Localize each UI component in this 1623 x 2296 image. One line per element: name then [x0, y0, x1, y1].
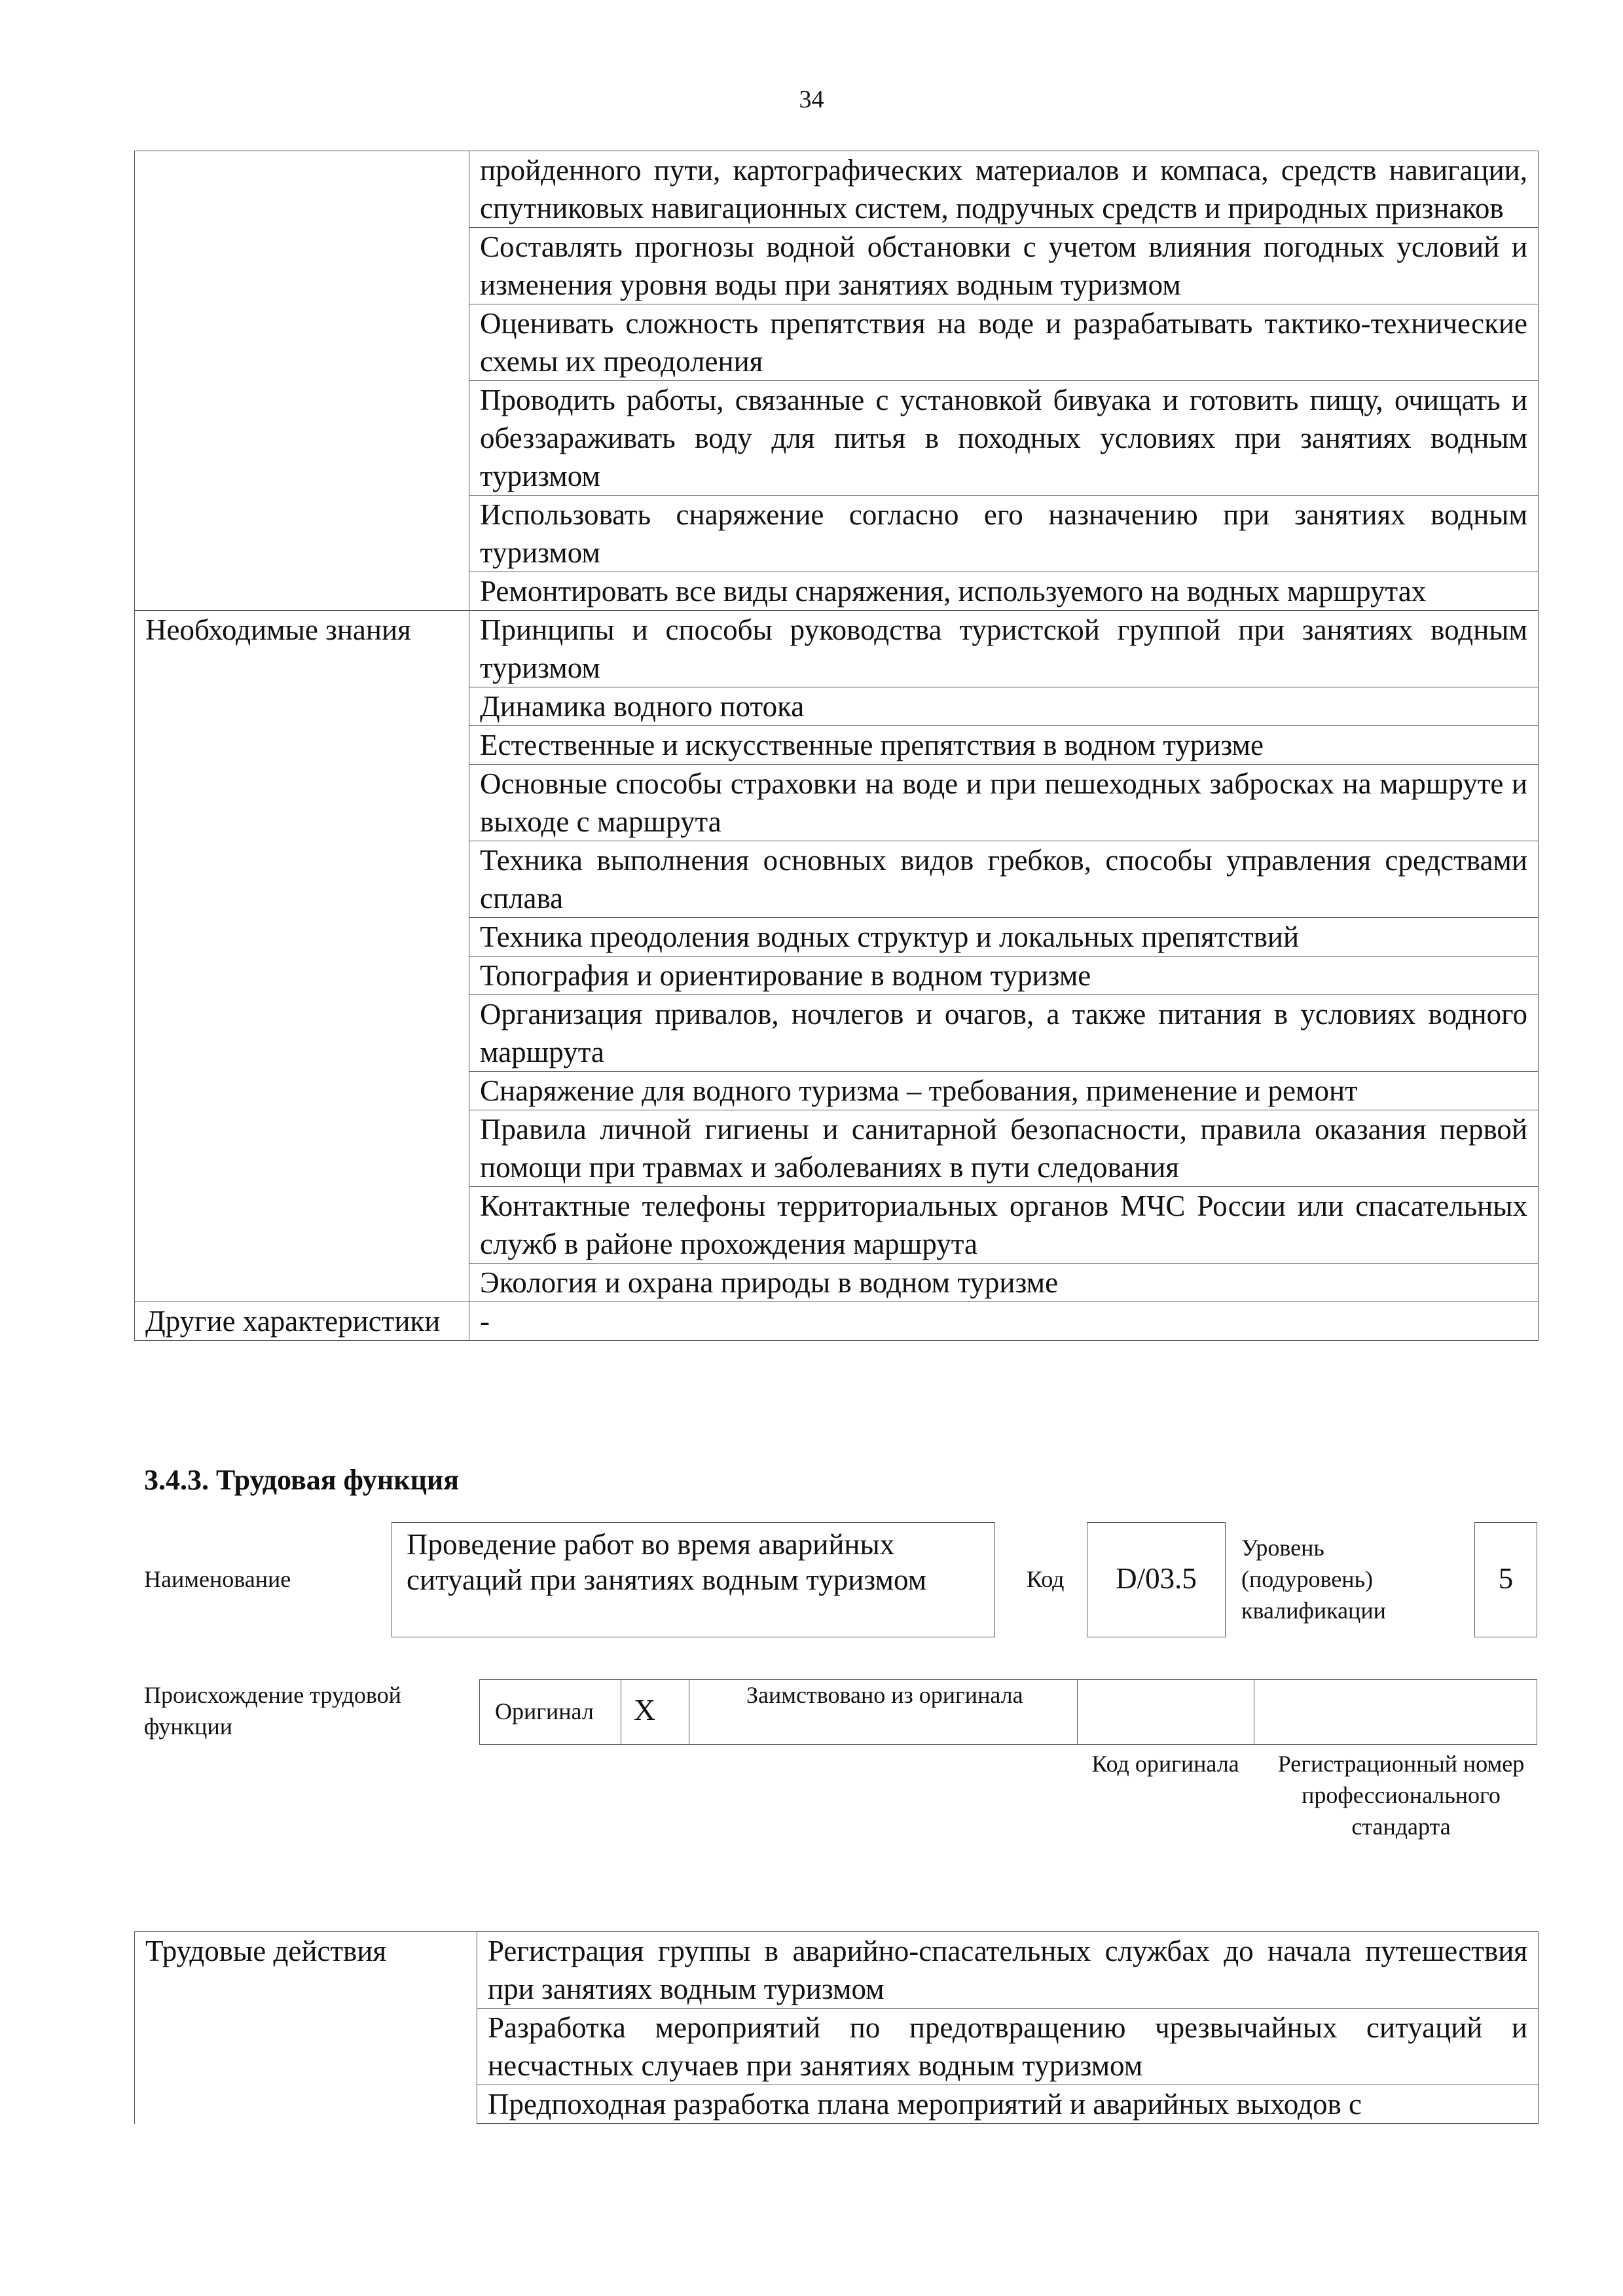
row-label [135, 957, 469, 995]
row-text: Техника преодоления водных структур и локальных препятствий [469, 918, 1539, 957]
level-box [1474, 1522, 1537, 1637]
table-row [135, 841, 1539, 918]
function-name-box [392, 1522, 995, 1637]
row-text: Контактные телефоны территориальных органов МЧС России или спасательных служб в районе прохождения маршрута [469, 1187, 1539, 1264]
row-label: Необходимые знания [135, 611, 469, 687]
row-text: Естественные и искусственные препятствия в водном туризме [469, 726, 1539, 765]
row-text: Оценивать сложность препятствия на воде и разрабатывать тактико-технические схемы их преодоления [469, 304, 1539, 381]
row-text: Проводить работы, связанные с установкой бивуака и готовить пищу, очищать и обеззараживать воду для питья в походных условиях при занятиях водным туризмом [469, 381, 1539, 496]
borrowed-label: Заимствовано из оригинала [746, 1682, 1023, 1708]
row-text: Топография и ориентирование в водном туризме [469, 957, 1539, 995]
table-row [135, 687, 1539, 726]
table-row [135, 726, 1539, 765]
origin-label: Происхождение трудовой функции [144, 1682, 401, 1740]
table-row [135, 151, 1539, 228]
row-text: Снаряжение для водного туризма – требования, применение и ремонт [469, 1072, 1539, 1110]
row-text: Принципы и способы руководства туристской группой при занятиях водным туризмом [469, 611, 1539, 687]
row-label [135, 841, 469, 918]
level-label: Уровень (подуровень) квалификации [1241, 1535, 1386, 1624]
row-text: Правила личной гигиены и санитарной безопасности, правила оказания первой помощи при травмах и заболеваниях в пути следования [469, 1110, 1539, 1187]
table-row [135, 765, 1539, 841]
row-label [135, 918, 469, 957]
row-label [135, 1072, 469, 1110]
row-text: Организация привалов, ночлегов и очагов, а также питания в условиях водного маршрута [469, 995, 1539, 1072]
row-label [135, 381, 469, 496]
row-label [135, 304, 469, 381]
table-row [135, 1302, 1539, 1341]
code-label: Код [1027, 1566, 1065, 1592]
table-row [135, 572, 1539, 611]
labor-actions-table [134, 1931, 1539, 2124]
table-row [135, 1932, 1539, 2009]
action-text: Разработка мероприятий по предотвращению чрезвычайных ситуаций и несчастных случаев при занятиях водным туризмом [477, 2009, 1539, 2085]
table-row [135, 1072, 1539, 1110]
code-value: D/03.5 [1116, 1562, 1197, 1595]
row-label [135, 995, 469, 1072]
table-row [135, 381, 1539, 496]
row-label: Другие характеристики [135, 1302, 469, 1341]
name-label: Наименование [144, 1566, 291, 1592]
table-row [135, 1110, 1539, 1187]
action-text: Предпоходная разработка плана мероприятий и аварийных выходов с [477, 2085, 1539, 2124]
function-name-value: Проведение работ во время аварийных ситуаций при занятиях водным туризмом [407, 1528, 927, 1596]
original-label: Оригинал [495, 1698, 594, 1724]
row-label [135, 687, 469, 726]
code-original-label: Код оригинала [1091, 1751, 1239, 1777]
skills-knowledge-table [134, 151, 1539, 1341]
row-label [135, 726, 469, 765]
row-label [135, 1264, 469, 1302]
row-text: - [469, 1302, 1539, 1341]
row-label [135, 1110, 469, 1187]
row-label [135, 765, 469, 841]
table-row [135, 304, 1539, 381]
row-label [135, 1187, 469, 1264]
code-box [1087, 1522, 1226, 1637]
row-label [135, 496, 469, 572]
row-label [135, 151, 469, 228]
row-text: Ремонтировать все виды снаряжения, используемого на водных маршрутах [469, 572, 1539, 611]
section-heading: 3.4.3. Трудовая функция [144, 1464, 460, 1496]
reg-number-label: Регистрационный номер профессионального стандарта [1277, 1751, 1525, 1840]
table-row [135, 957, 1539, 995]
action-text: Регистрация группы в аварийно-спасательных службах до начала путешествия при занятиях водным туризмом [477, 1932, 1539, 2009]
table-row [135, 1187, 1539, 1264]
table-row [135, 918, 1539, 957]
row-text: Техника выполнения основных видов гребков, способы управления средствами сплава [469, 841, 1539, 918]
table-row [135, 228, 1539, 304]
page-number: 34 [799, 86, 824, 113]
original-mark: X [634, 1693, 656, 1726]
row-text: Экология и охрана природы в водном туризме [469, 1264, 1539, 1302]
table-row [135, 611, 1539, 687]
row-text: Динамика водного потока [469, 687, 1539, 726]
level-value: 5 [1498, 1562, 1514, 1595]
row-text: Основные способы страховки на воде и при пешеходных забросках на маршруте и выходе с маршрута [469, 765, 1539, 841]
table-row [135, 995, 1539, 1072]
row-label [135, 572, 469, 611]
labor-actions-label: Трудовые действия [135, 1932, 477, 2124]
row-text: Использовать снаряжение согласно его назначению при занятиях водным туризмом [469, 496, 1539, 572]
row-text: Составлять прогнозы водной обстановки с учетом влияния погодных условий и изменения уровня воды при занятиях водным туризмом [469, 228, 1539, 304]
row-label [135, 228, 469, 304]
row-text: пройденного пути, картографических материалов и компаса, средств навигации, спутниковых навигационных систем, подручных средств и природных признаков [469, 151, 1539, 228]
table-row [135, 496, 1539, 572]
table-row [135, 1264, 1539, 1302]
